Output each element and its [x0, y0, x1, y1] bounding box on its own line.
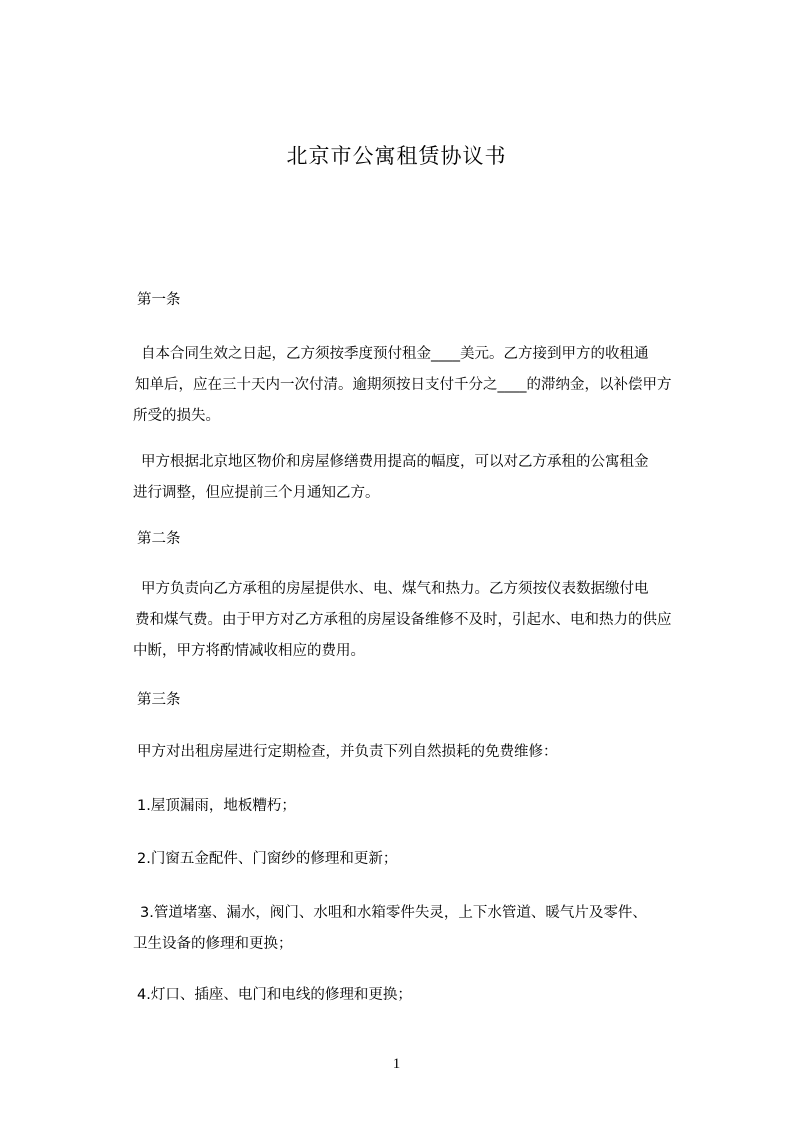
article-1-heading [137, 285, 181, 316]
list-item [137, 980, 412, 1011]
list-item-text: 1.屋顶漏雨，地板糟朽； [137, 798, 296, 814]
paragraph-line: 所受的损失。 [133, 408, 220, 424]
paragraph-line: 进行调整，但应提前三个月通知乙方。 [133, 485, 380, 501]
article-2-paragraph-1 [133, 574, 672, 667]
article-3-intro [137, 737, 558, 768]
paragraph-line: 中断，甲方将酌情减收相应的费用。 [133, 643, 365, 659]
list-item-text: 3.管道堵塞、漏水，阀门、水咀和水箱零件失灵，上下水管道、暖气片及零件、 [140, 905, 647, 921]
list-item [137, 844, 397, 875]
paragraph-line: 甲方负责向乙方承租的房屋提供水、电、煤气和热力。乙方须按仪表数据缴付电 [141, 581, 649, 597]
paragraph-line: 费和煤气费。由于甲方对乙方承租的房屋设备维修不及时，引起水、电和热力的供应 [135, 612, 672, 628]
list-item [133, 898, 647, 960]
article-1-heading-text: 第一条 [137, 292, 181, 308]
paragraph-line: 甲方对出租房屋进行定期检查，并负责下列自然损耗的免费维修： [137, 744, 558, 760]
list-item-text: 4.灯口、插座、电门和电线的修理和更换； [137, 987, 412, 1003]
page-number: 1 [392, 1056, 401, 1072]
paragraph-line: 甲方根据北京地区物价和房屋修缮费用提高的幅度，可以对乙方承租的公寓租金 [141, 454, 649, 470]
article-3-heading-text: 第三条 [137, 692, 181, 708]
list-item-text: 卫生设备的修理和更换； [133, 936, 293, 952]
article-1-paragraph-1 [133, 339, 672, 432]
list-item [137, 791, 296, 822]
article-2-heading-text: 第二条 [137, 531, 181, 547]
list-item-text: 2.门窗五金配件、门窗纱的修理和更新； [137, 851, 398, 867]
paragraph-line: 知单后，应在三十天内一次付清。逾期须按日支付千分之____的滞纳金，以补偿甲方 [135, 377, 672, 393]
article-2-heading [137, 524, 181, 555]
article-1-paragraph-2 [133, 447, 649, 509]
paragraph-line: 自本合同生效之日起，乙方须按季度预付租金____美元。乙方接到甲方的收租通 [141, 346, 649, 362]
article-3-heading [137, 685, 181, 716]
document-title: 北京市公寓租赁协议书 [286, 144, 507, 168]
